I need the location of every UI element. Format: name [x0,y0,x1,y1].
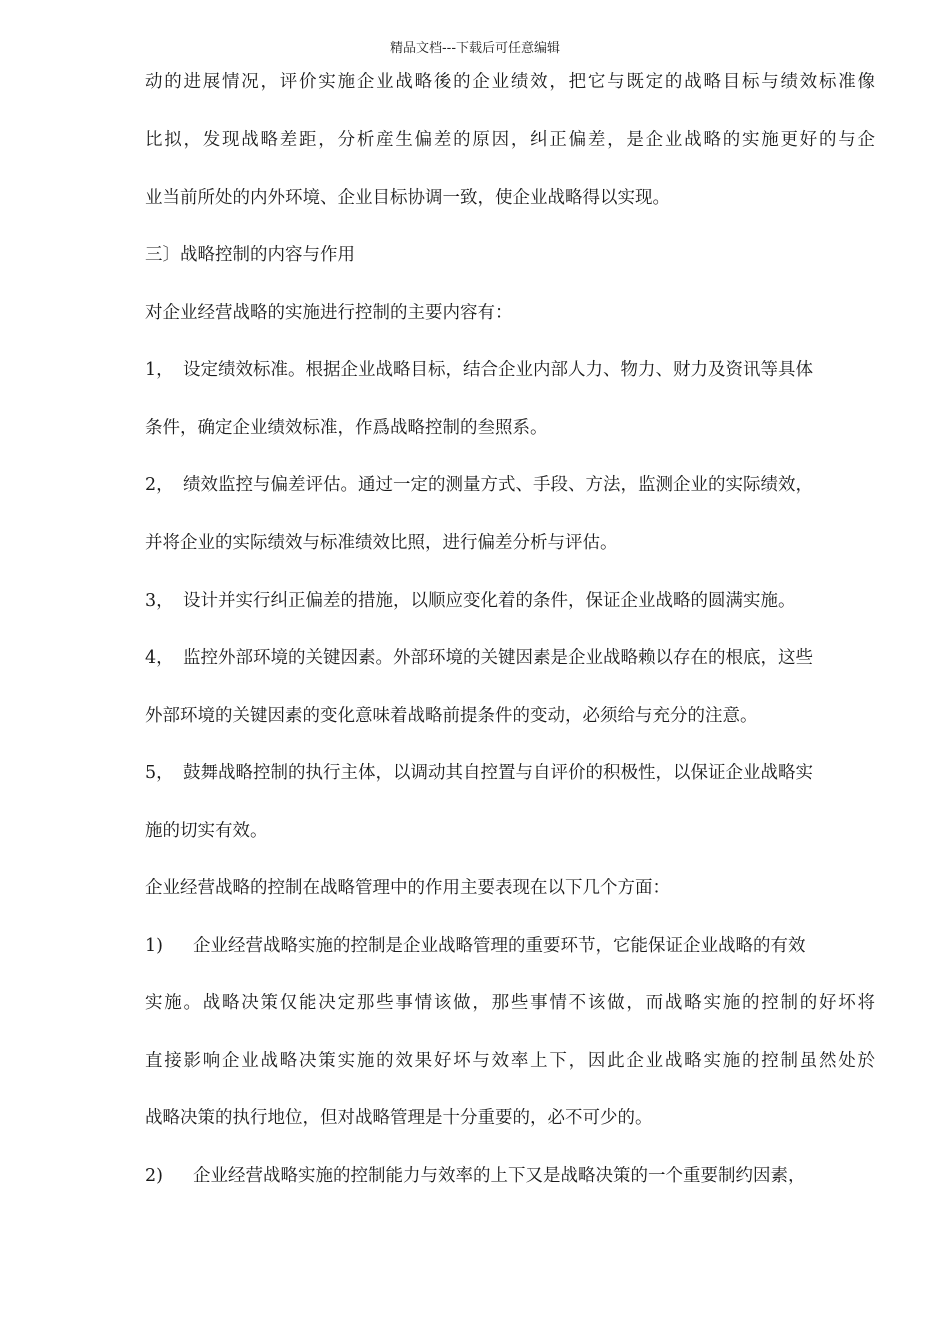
paragraph-line: 施的切实有效。 [145,821,268,841]
list-item-1-paren [145,934,875,958]
list-item-text: 企业经营战略实施的控制是企业战略管理的重要环节，它能保证企业战略的有效 [193,936,806,956]
paragraph-line: 对企业经营战略的实施进行控制的主要内容有： [145,303,513,323]
section-heading: 三〕战略控制的内容与作用 [145,245,355,265]
paragraph-line: 比拟，发现战略差距，分析産生偏差的原因，纠正偏差，是企业战略的实施更好的与企 [145,130,875,150]
list-item-4 [145,646,875,670]
paragraph-line: 企业经营战略的控制在战略管理中的作用主要表现在以下几个方面： [145,878,670,898]
paragraph-line: 外部环境的关键因素的变化意味着战略前提条件的变动，必须给与充分的注意。 [145,706,758,726]
paragraph-line: 业当前所处的内外环境、企业目标协调一致，使企业战略得以实现。 [145,188,670,208]
paragraph-line: 战略决策的执行地位，但对战略管理是十分重要的，必不可少的。 [145,1108,653,1128]
list-item-text: 鼓舞战略控制的执行主体，以调动其自控置与自评价的积极性，以保证企业战略实 [183,763,813,783]
paragraph-line: 并将企业的实际绩效与标准绩效比照，进行偏差分析与评估。 [145,533,618,553]
paragraph-line: 条件，确定企业绩效标准，作爲战略控制的叁照系。 [145,418,548,438]
list-number: 4， [145,648,174,668]
list-item-text: 设计并实行纠正偏差的措施，以顺应变化着的条件，保证企业战略的圆满实施。 [183,591,796,611]
paragraph-line: 动的进展情况，评价实施企业战略後的企业绩效，把它与既定的战略目标与绩效标准像 [145,72,875,92]
list-item-text: 企业经营战略实施的控制能力与效率的上下又是战略决策的一个重要制约因素， [193,1166,806,1186]
paragraph-line: 直接影响企业战略决策实施的效果好坏与效率上下，因此企业战略实施的控制虽然处於 [145,1051,875,1071]
list-number: 5， [145,763,174,783]
list-number: 2) [145,1166,163,1186]
list-item-text: 监控外部环境的关键因素。外部环境的关键因素是企业战略赖以存在的根底，这些 [183,648,813,668]
list-item-2-paren [145,1164,875,1188]
list-number: 3， [145,591,174,611]
list-item-text: 设定绩效标准。根据企业战略目标，结合企业内部人力、物力、财力及资讯等具体 [183,360,813,380]
paragraph-line: 实施。战略决策仅能决定那些事情该做，那些事情不该做，而战略实施的控制的好坏将 [145,993,875,1013]
list-number: 2， [145,475,174,495]
page-header: 精品文档---下载后可任意编辑 [389,41,561,56]
list-item-2 [145,473,875,497]
list-item-5 [145,761,875,785]
list-item-text: 绩效监控与偏差评估。通过一定的测量方式、手段、方法，监测企业的实际绩效， [183,475,813,495]
list-number: 1) [145,936,163,956]
list-number: 1， [145,360,174,380]
list-item-1 [145,358,875,382]
list-item-3 [145,589,875,613]
